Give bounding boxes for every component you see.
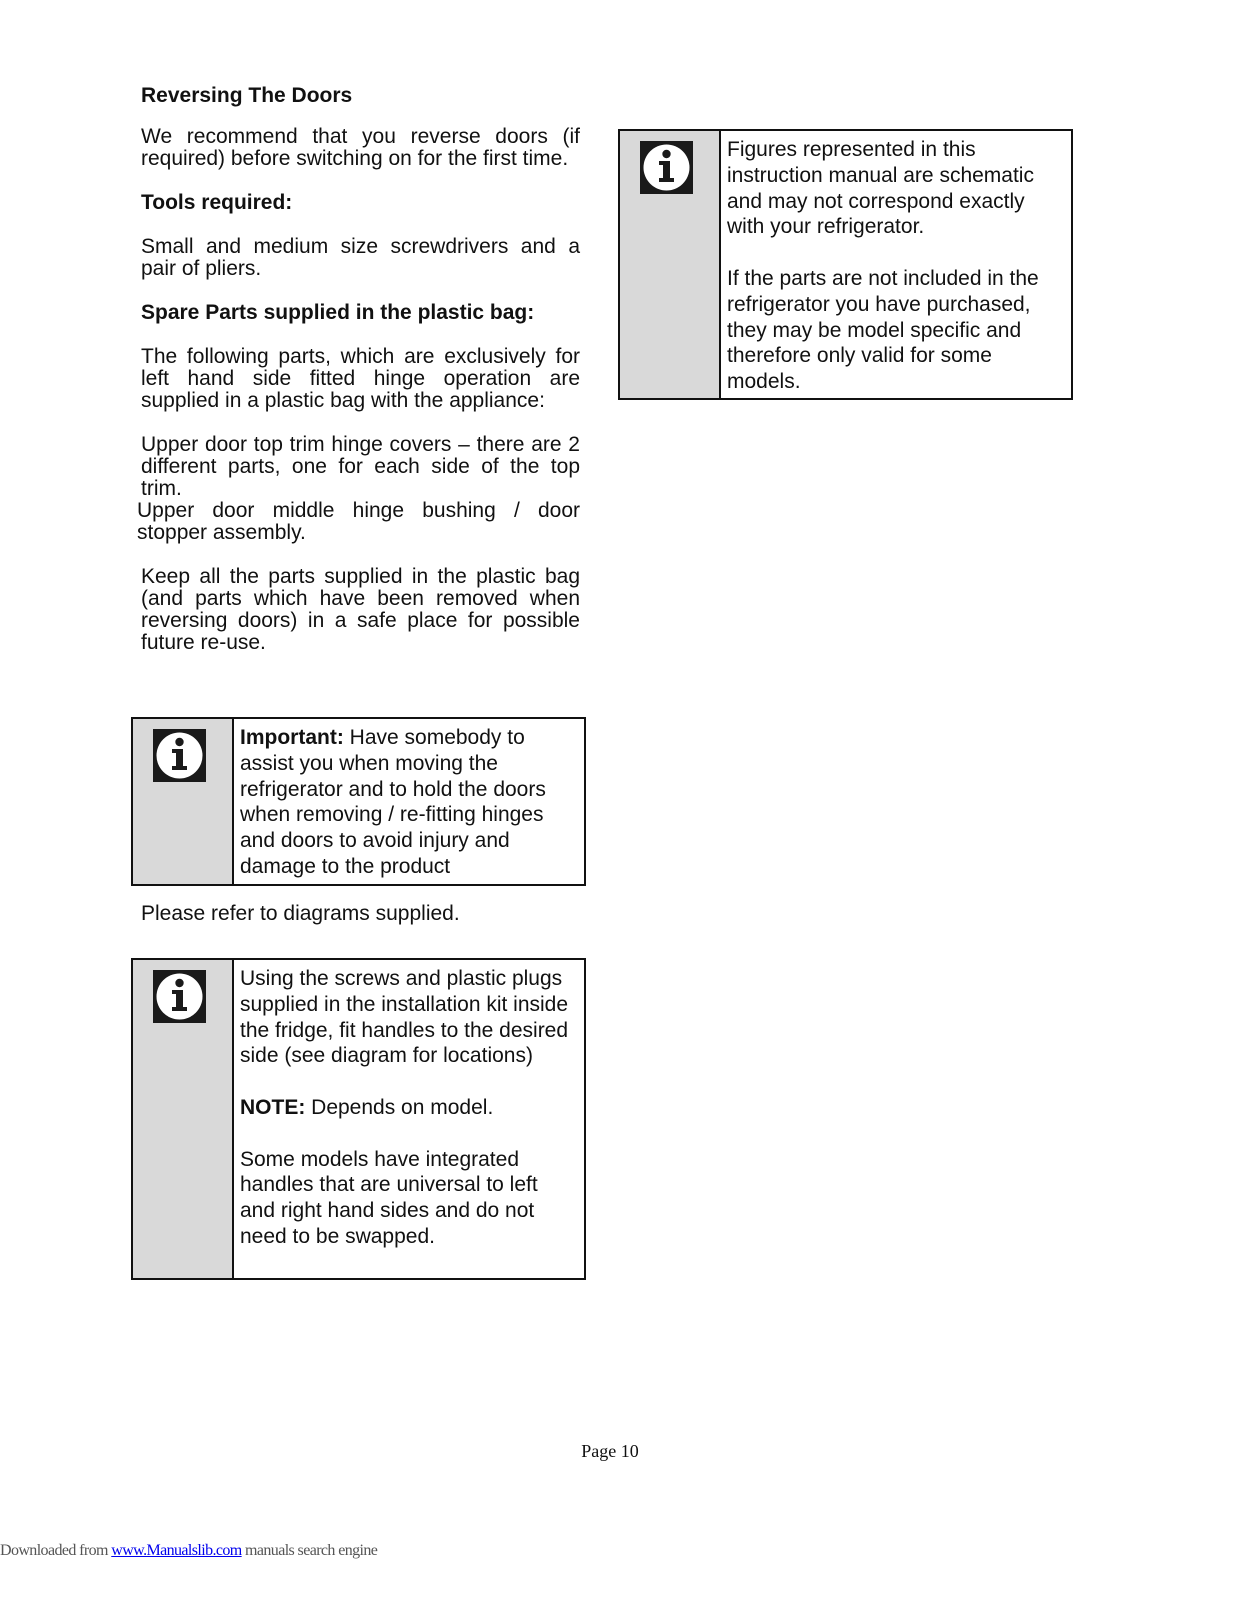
handles-info-box [131,958,586,1280]
manualslib-link[interactable]: www.Manualslib.com [111,1542,242,1559]
footer-prefix: Downloaded from [0,1542,112,1559]
important-label: Important: [240,726,344,749]
download-footer [0,1542,377,1560]
keep-parts-paragraph: Keep all the parts supplied in the plastic bag (and parts which have been removed when reversing doors) in a safe place for possible future re-use. [141,565,580,654]
info-box-text-cell [234,719,584,884]
handles-text: Using the screws and plastic plugs supplied in the installation kit inside the fridge, fit handles to the desired side (see diagram for locations) [240,967,569,1068]
page-number: Page 10 [581,1441,639,1461]
important-text [240,725,578,880]
info-box-icon-cell [620,131,721,398]
figures-info-box [618,129,1073,400]
parts-model-text: If the parts are not included in the refrigerator you have purchased, they may be model specific and therefore only valid for some models. [727,266,1039,394]
refer-diagrams-text: Please refer to diagrams supplied. [141,902,460,925]
info-box-text-cell [721,131,1071,398]
note-text [240,1095,578,1121]
info-box-text-cell [234,960,584,1278]
note-label: NOTE: [240,1095,306,1119]
important-body: Have somebody to assist you when moving the refrigerator and to hold the doors when removing / re-fitting hinges and doors to avoid injury and damage to the product [240,726,546,878]
part-item-hinge-bushing: Upper door middle hinge bushing / door stopper assembly. [137,499,580,544]
left-column [137,82,580,676]
note-body: Depends on model. [305,1095,494,1119]
integrated-handles-text: Some models have integrated handles that are universal to left and right hand sides and do not need to be swapped. [240,1147,538,1248]
info-icon [153,729,206,782]
footer-suffix: manuals search engine [241,1542,378,1559]
figures-text: Figures represented in this instruction manual are schematic and may not correspond exactly with your refrigerator. [727,138,1034,239]
section-heading: Reversing The Doors [141,84,353,107]
part-item-trim-covers: Upper door top trim hinge covers – there are 2 different parts, one for each side of the top trim. [141,433,580,500]
tools-paragraph: Small and medium size screwdrivers and a pair of pliers. [141,235,580,280]
info-box-icon-cell [133,719,234,884]
intro-paragraph: We recommend that you reverse doors (if required) before switching on for the first time. [141,125,580,170]
info-icon [153,970,206,1023]
important-info-box [131,717,586,886]
spare-parts-paragraph: The following parts, which are exclusively for left hand side fitted hinge operation are supplied in a plastic bag with the appliance: [141,345,580,412]
tools-heading: Tools required: [141,191,293,214]
spare-parts-heading: Spare Parts supplied in the plastic bag: [141,301,535,324]
info-icon [640,141,693,194]
info-box-icon-cell [133,960,234,1278]
